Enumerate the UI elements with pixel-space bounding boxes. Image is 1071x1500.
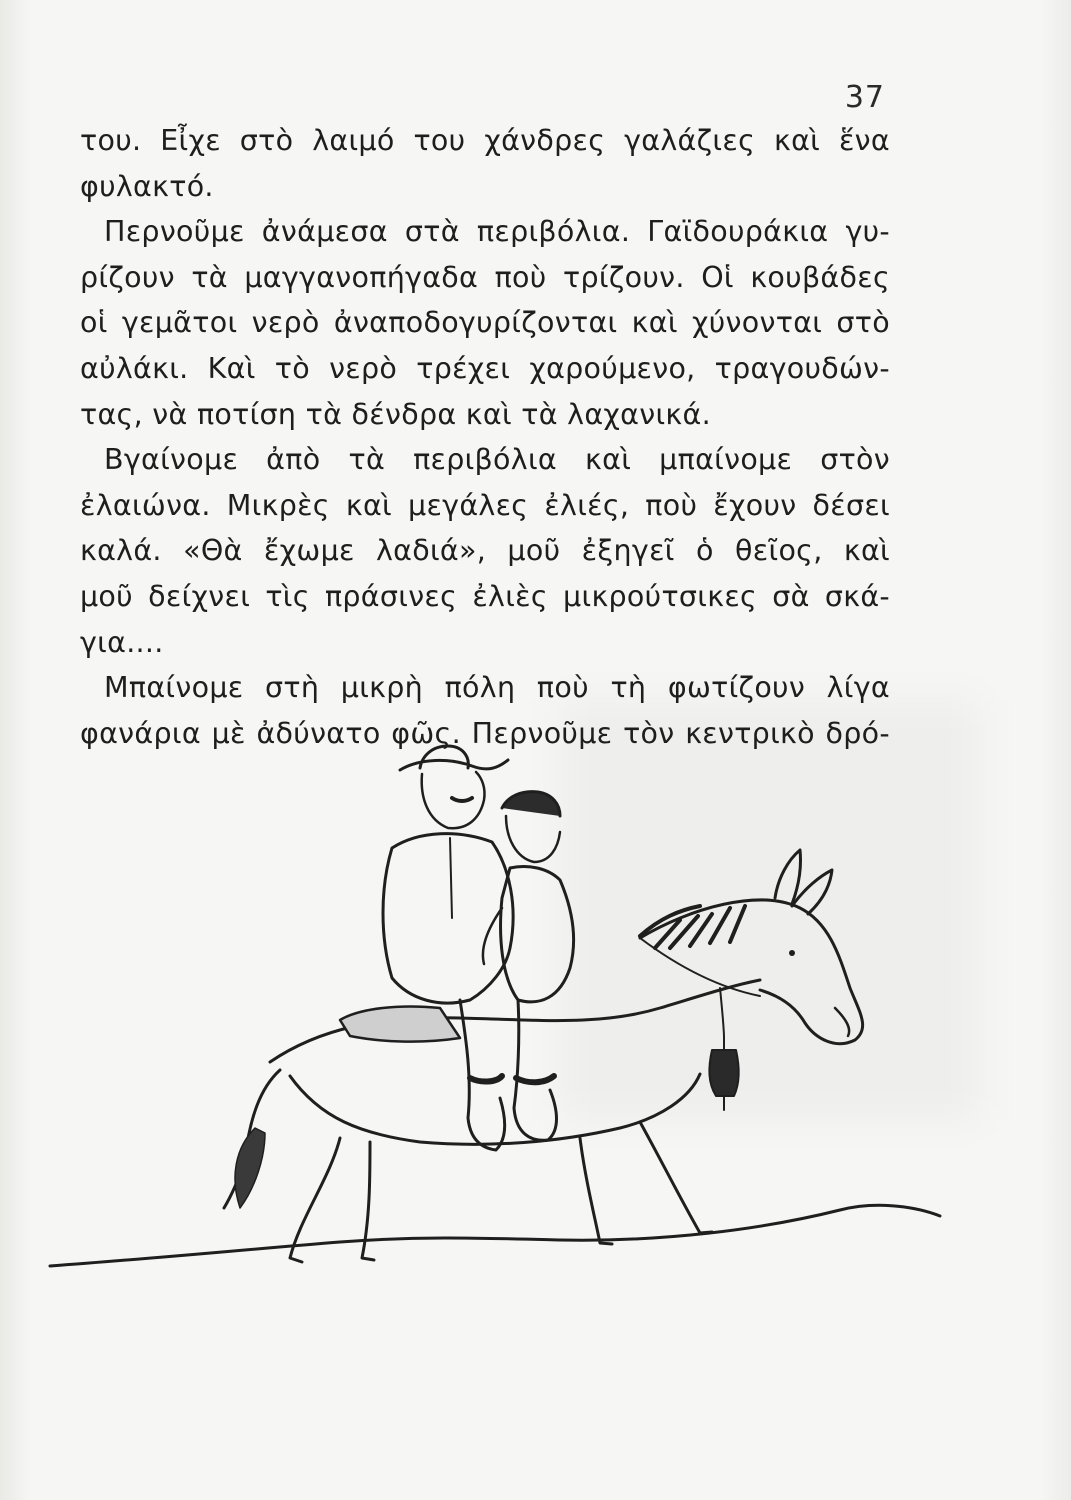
text-line: τας, νὰ ποτίση τὰ δένδρα καὶ τὰ λαχανικά. xyxy=(80,397,711,431)
man-body xyxy=(383,834,513,1003)
page-number: 37 xyxy=(844,80,885,115)
text-line: αὐλάκι. Καὶ τὸ νερὸ τρέχει χαρούμενο, τραγουδών- xyxy=(80,351,890,385)
text-line: του. Εἶχε στὸ λαιμό του χάνδρες γαλάζιες καὶ ἕνα xyxy=(80,124,890,157)
boy-head xyxy=(506,816,560,862)
bell xyxy=(709,1050,738,1096)
body-text xyxy=(80,118,890,756)
text-line: φανάρια μὲ ἀδύνατο φῶς. Περνοῦμε τὸν κεντρικὸ δρό- xyxy=(80,716,890,750)
text-line: ἐλαιώνα. Μικρὲς καὶ μεγάλες ἐλιές, ποὺ ἔχουν δέσει xyxy=(80,488,890,522)
saddle xyxy=(340,1007,460,1042)
donkey-head xyxy=(640,900,863,1044)
text-line: μοῦ δείχνει τὶς πράσινες ἐλιὲς μικρούτσικες σὰ σκά- xyxy=(80,579,890,613)
man-mustache xyxy=(452,798,472,801)
text-line: φυλακτό. xyxy=(80,169,214,203)
text-line: ρίζουν τὰ μαγγανοπήγαδα ποὺ τρίζουν. Οἱ κουβάδες xyxy=(80,260,890,294)
ground-line xyxy=(50,1205,940,1266)
text-line: καλά. «Θὰ ἔχωμε λαδιά», μοῦ ἐξηγεῖ ὁ θεῖος, καὶ xyxy=(80,534,890,568)
text-line: Μπαίνομε στὴ μικρὴ πόλη ποὺ τὴ φωτίζουν λίγα xyxy=(104,671,890,705)
text-line: για.... xyxy=(80,625,164,659)
man-hat xyxy=(400,746,508,770)
text-line: Περνοῦμε ἀνάμεσα στὰ περιβόλια. Γαϊδουράκια γυ- xyxy=(104,215,890,249)
text-line: οἱ γεμᾶτοι νερὸ ἀναποδογυρίζονται καὶ χύνονται στὸ xyxy=(80,306,890,340)
text-line: Βγαίνομε ἀπὸ τὰ περιβόλια καὶ μπαίνομε στὸν xyxy=(104,443,890,477)
man-leg xyxy=(460,1000,505,1150)
boy-cap xyxy=(502,792,560,816)
donkey-ear xyxy=(775,850,801,904)
donkey-riders-illustration xyxy=(40,738,1040,1358)
